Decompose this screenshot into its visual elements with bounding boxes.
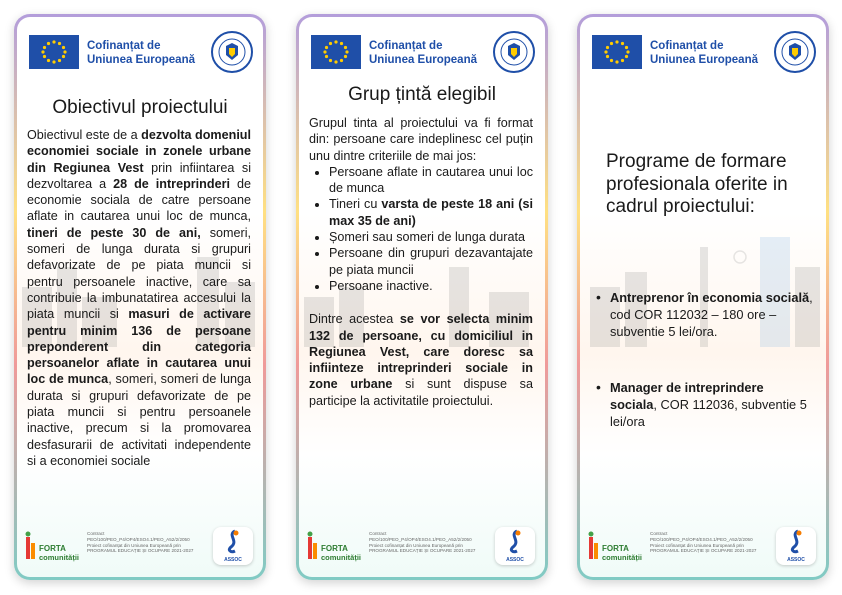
criteria-text: Tineri cu xyxy=(329,197,382,212)
forta-comunitatii-logo xyxy=(588,531,643,563)
contract-fine-print: Contract PEO/100/PEO_P4/OP4/ESO4.1/PEO_A52/2/2050 Proiect cofinanțat din Uniunea Europeană prin PROGRAMUL EDUCAȚIE ȘI OCUPARE 2021-2027 xyxy=(87,531,194,554)
emphasis-text: dezvolta domeniul economiei sociale in zonele urbane din Regiunea Vest xyxy=(27,128,252,175)
assoc-icon xyxy=(213,527,253,557)
romanian-government-logo-icon xyxy=(774,31,816,73)
body-text-segment: prin infiintarea si dezvoltarea a xyxy=(27,160,251,191)
eu-flag-icon xyxy=(29,35,79,69)
bullet-icon: • xyxy=(596,379,601,395)
forta-word-2: comunității xyxy=(321,553,362,562)
program-item xyxy=(596,289,814,340)
body-text-segment: , someri, someri de lunga durata si grupuri defavorizate de pe piata muncii si pentru persoanele inactive, precum si la promovarea desfasurarii de activitati independente si a economiei sociale xyxy=(27,372,251,468)
panel-programs xyxy=(577,14,829,580)
eu-line1: Cofinanțat de xyxy=(87,40,161,52)
forta-word: FORTA xyxy=(321,544,348,553)
assoc-logo xyxy=(495,527,535,565)
program-details: , cod COR 112032 – 180 ore – subventie 5 lei/ora. xyxy=(610,290,813,339)
criteria-text: Persoane inactive. xyxy=(329,278,433,293)
page-title: Grup țintă elegibil xyxy=(348,84,496,105)
forta-word: FORTA xyxy=(602,544,629,553)
panel-target-group xyxy=(296,14,548,580)
objective-paragraph xyxy=(27,127,251,469)
eu-line2: Uniunea Europeană xyxy=(369,54,477,66)
header xyxy=(311,31,535,75)
romanian-government-logo-icon xyxy=(211,31,253,73)
body-text-segment: si sunt dispuse sa participe la activitatile proiectului. xyxy=(309,377,533,408)
header xyxy=(592,31,816,75)
eu-line1: Cofinanțat de xyxy=(369,40,443,52)
page-title: Programe de formare profesionala oferite in cadrul proiectului: xyxy=(606,151,788,217)
program-item xyxy=(596,379,814,430)
forta-mark-icon xyxy=(25,531,37,559)
contract-fine-print: Contract PEO/100/PEO_P4/OP4/ESO4.1/PEO_A52/2/2050 Proiect cofinanțat din Uniunea Europeană prin PROGRAMUL EDUCAȚIE ȘI OCUPARE 2021-2027 xyxy=(369,531,476,554)
contract-fine-print: Contract PEO/100/PEO_P4/OP4/ESO4.1/PEO_A52/2/2050 Proiect cofinanțat din Uniunea Europeană prin PROGRAMUL EDUCAȚIE ȘI OCUPARE 2021-2027 xyxy=(650,531,757,554)
panel-programs-inner xyxy=(580,17,826,577)
assoc-logo xyxy=(776,527,816,565)
forta-word: FORTA xyxy=(39,544,66,553)
footer xyxy=(588,525,816,569)
criteria-text: Persoane aflate in cautarea unui loc de munca xyxy=(329,164,533,196)
eu-flag-icon xyxy=(311,35,361,69)
eu-line2: Uniunea Europeană xyxy=(87,54,195,66)
program-name: Manager de intreprindere sociala xyxy=(610,380,764,412)
eu-cofinanced-text xyxy=(650,39,758,67)
forta-mark-icon xyxy=(588,531,600,559)
selection-paragraph xyxy=(309,311,533,409)
body-text-segment: Obiectivul este de a xyxy=(27,128,142,142)
assoc-label: ASSOC xyxy=(224,557,242,563)
criteria-item xyxy=(329,229,533,245)
criteria-text: Șomeri sau someri de lunga durata xyxy=(329,230,526,245)
forta-comunitatii-logo xyxy=(25,531,80,563)
header xyxy=(29,31,253,75)
program-details: , COR 112036, subventie 5 lei/ora xyxy=(610,397,807,429)
forta-comunitatii-logo xyxy=(307,531,362,563)
page-title: Obiectivul proiectului xyxy=(52,97,228,118)
forta-word-2: comunității xyxy=(39,553,80,562)
emphasis-text: masuri de activare pentru minim 136 de persoane preponderent din categoria persoanelor aflate in cautarea unui loc de munca xyxy=(27,307,252,387)
program-name: Antreprenor în economia socială xyxy=(610,290,810,305)
bullet-icon: • xyxy=(596,289,601,305)
romanian-government-logo-icon xyxy=(493,31,535,73)
criteria-item xyxy=(329,196,533,229)
panel-target-group-inner xyxy=(299,17,545,577)
body-text-segment: de economie sociala de catre persoane aflate in cautarea unui loc de munca, xyxy=(27,176,251,224)
panel-objective-inner xyxy=(17,17,263,577)
criteria-text: Persoane din grupuri dezavantajate pe piata muncii xyxy=(329,246,533,277)
panel-objective xyxy=(14,14,266,580)
criteria-list xyxy=(309,164,533,294)
criteria-item xyxy=(329,245,533,278)
assoc-icon xyxy=(776,527,816,557)
emphasis-text: 28 de intreprinderi xyxy=(113,176,230,191)
footer xyxy=(307,525,535,569)
forta-mark-icon xyxy=(307,531,319,559)
emphasis-text: tineri de peste 30 de ani, xyxy=(27,225,201,240)
emphasis-text: se vor selecta minim 132 de persoane, cu domiciliul in Regiunea Vest, care doresc sa infiinteze intreprinderi sociale in zone urbane xyxy=(309,312,533,392)
target-group-text xyxy=(309,115,533,409)
assoc-icon xyxy=(495,527,535,557)
target-group-intro: Grupul tinta al proiectului va fi format din: persoane care indeplinesc cel puțin unu dintre criteriile de mai jos: xyxy=(309,116,533,163)
eu-line1: Cofinanțat de xyxy=(650,40,724,52)
forta-word-2: comunității xyxy=(602,553,643,562)
eu-cofinanced-text xyxy=(369,39,477,67)
eu-line2: Uniunea Europeană xyxy=(650,54,758,66)
body-text-segment: Dintre acestea xyxy=(309,312,400,327)
eu-flag-icon xyxy=(592,35,642,69)
footer xyxy=(25,525,253,569)
eu-cofinanced-text xyxy=(87,39,195,67)
assoc-label: ASSOC xyxy=(787,557,805,563)
assoc-logo xyxy=(213,527,253,565)
assoc-label: ASSOC xyxy=(506,557,524,563)
body-text-segment: someri, someri de lunga durata si grupuri defavorizate de pe piata muncii si pentru persoanele inactive, care sa contribuie la imbunatatirea accesului la piata muncii si xyxy=(27,225,251,322)
criteria-emphasis: varsta de peste 18 ani (si max 35 de ani) xyxy=(329,197,533,228)
criteria-item xyxy=(329,164,533,197)
criteria-item xyxy=(329,278,533,294)
